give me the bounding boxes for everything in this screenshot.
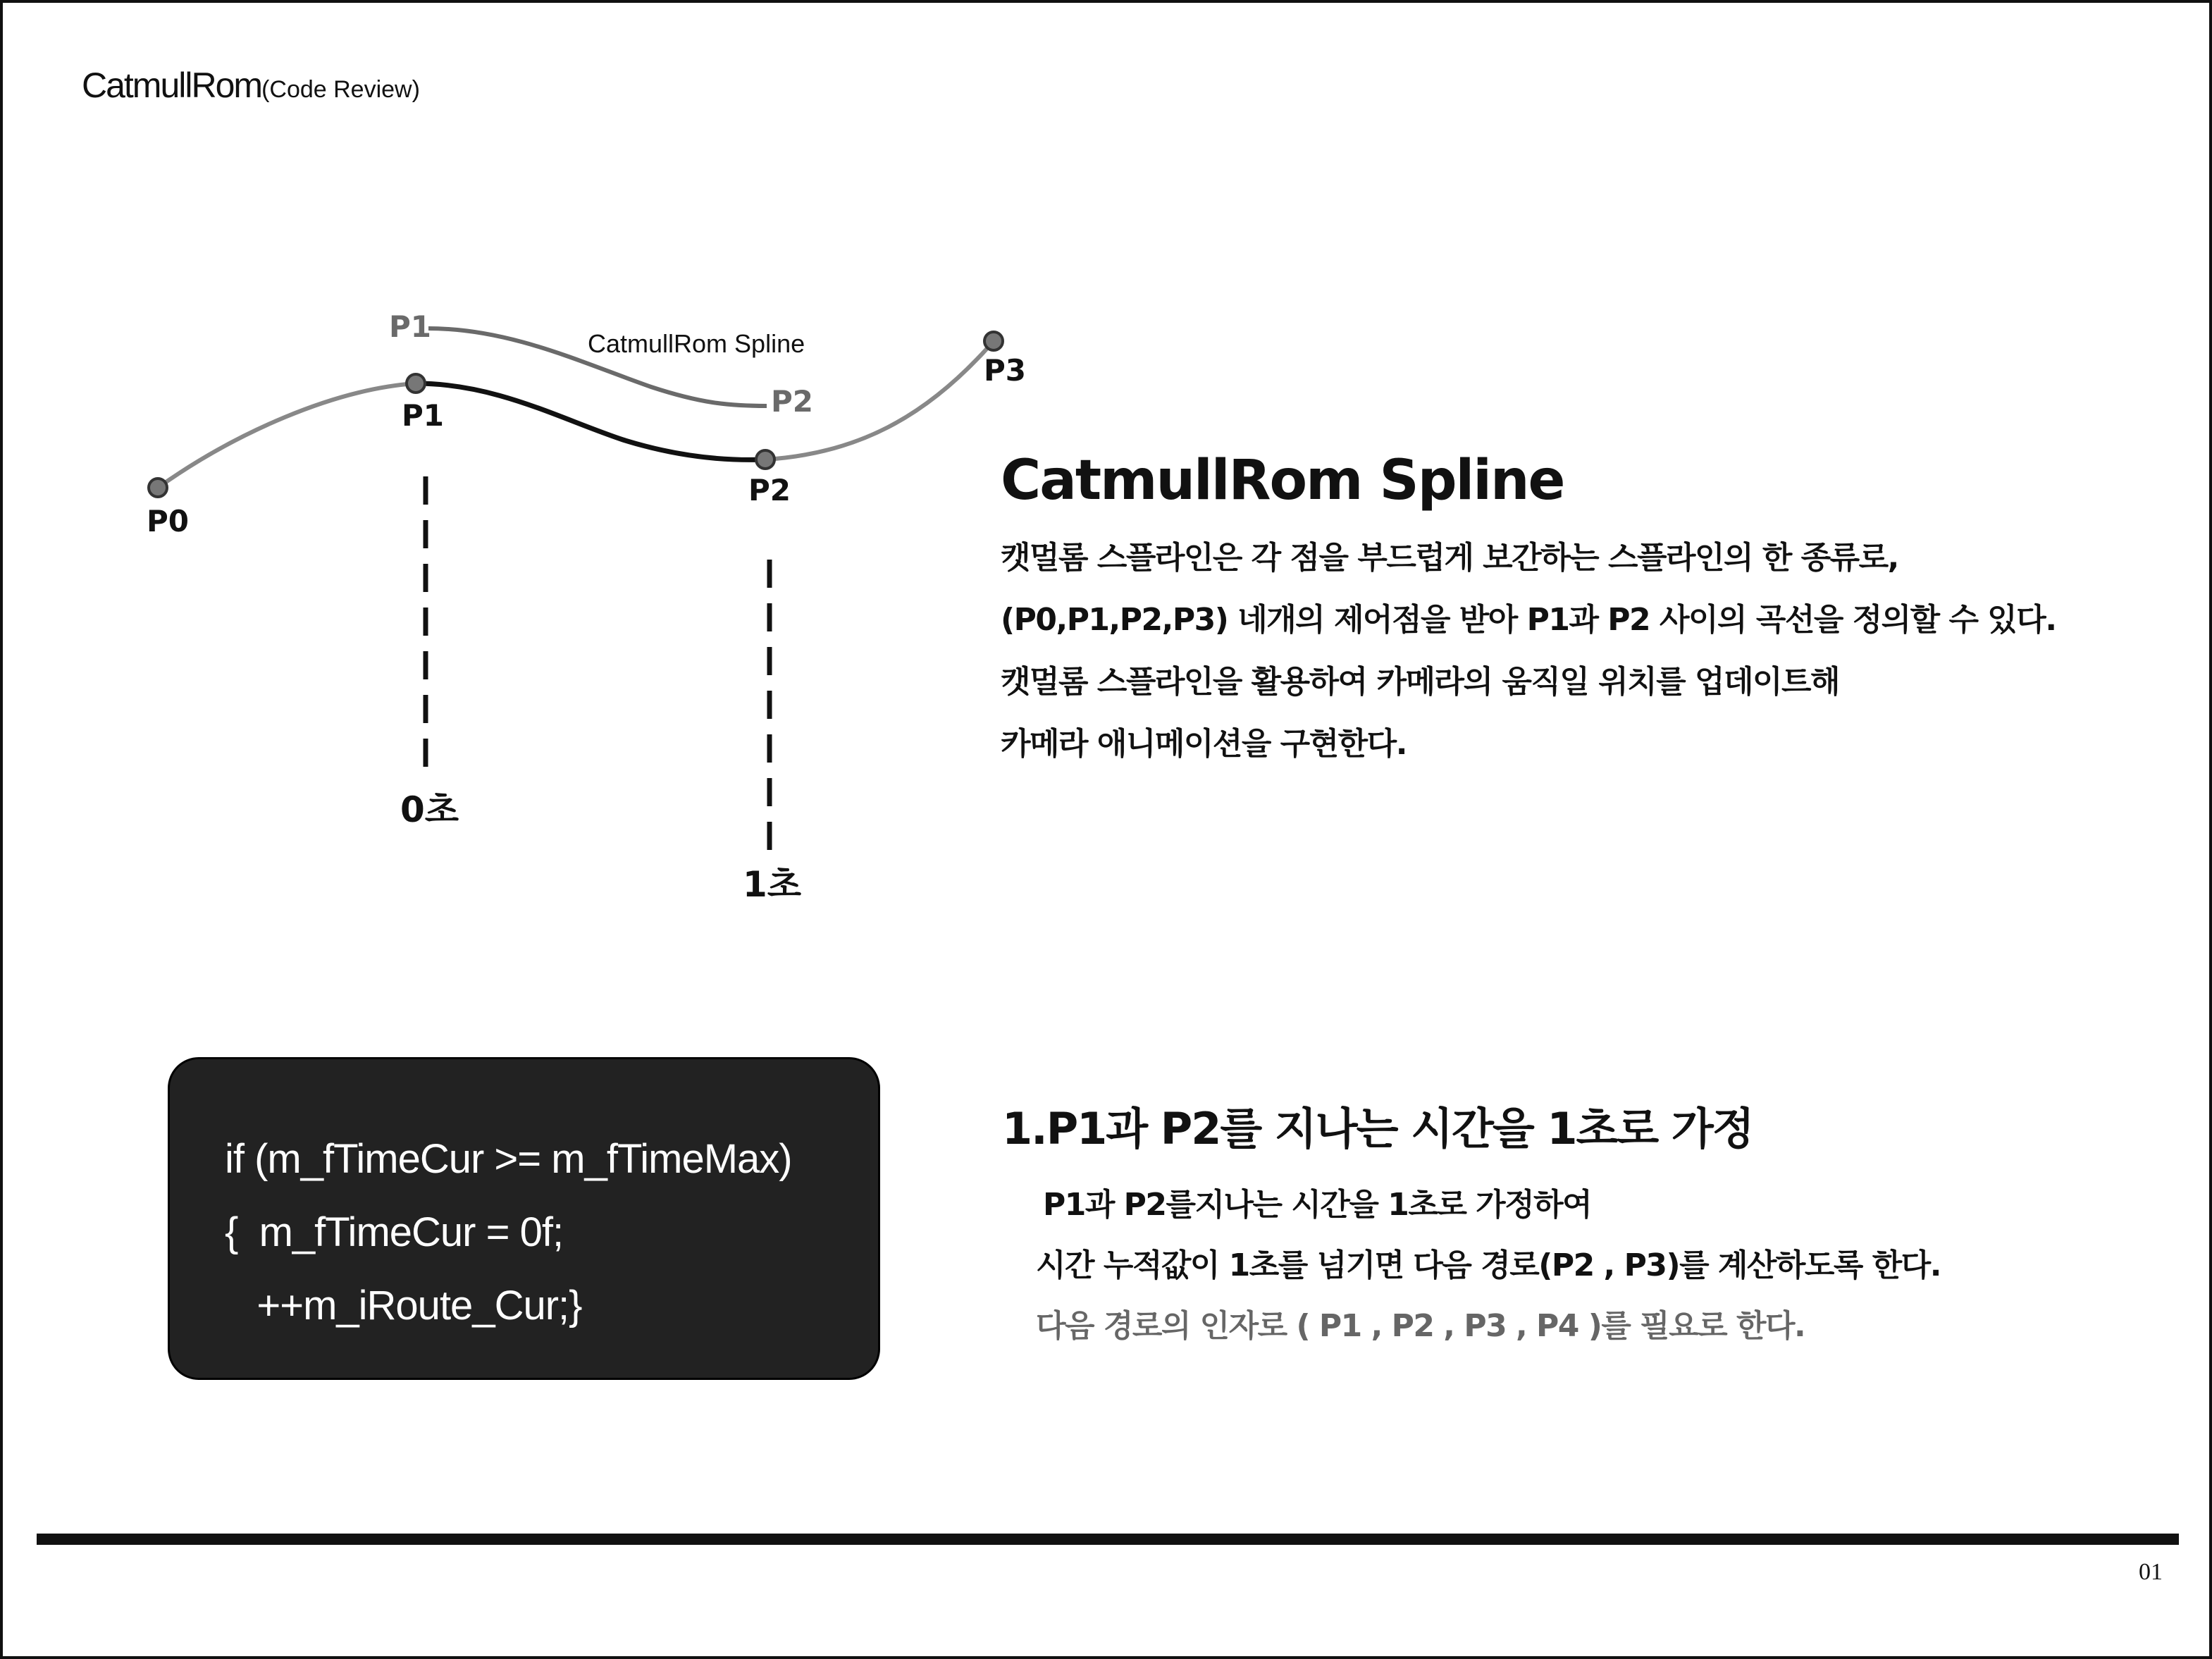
- page-number: 01: [2139, 1559, 2163, 1585]
- section-block: [1002, 1094, 2165, 1357]
- label-p1: P1: [402, 398, 445, 433]
- code-line: { m_fTimeCur = 0f;: [225, 1209, 564, 1255]
- header-subtitle: (Code Review): [261, 76, 420, 103]
- label-spline: CatmullRom Spline: [588, 329, 805, 358]
- curve-p0-p1: [158, 383, 416, 488]
- section-line: 시간 누적값이 1초를 넘기면 다음 경로(P2 , P3)를 계산하도록 한다.: [1036, 1247, 1941, 1283]
- point-p1: [407, 374, 425, 393]
- description-line: 카메라 애니메이션을 구현한다.: [1001, 725, 1407, 762]
- label-p0: P0: [147, 504, 190, 538]
- code-block: [168, 1057, 880, 1380]
- label-p2: P2: [748, 473, 791, 507]
- description-title: CatmullRom Spline: [1001, 449, 1564, 512]
- label-time-0: 0초: [400, 789, 459, 830]
- code-line: ++m_iRoute_Cur;}: [225, 1283, 582, 1328]
- label-p3: P3: [984, 353, 1027, 388]
- section-line: 다음 경로의 인자로 ( P1 , P2 , P3 , P4 )를 필요로 한다.: [1036, 1308, 1805, 1344]
- label-upper-p2: P2: [771, 384, 814, 419]
- description-line: (P0,P1,P2,P3) 네개의 제어점을 받아 P1과 P2 사이의 곡선을 정의할 수 있다.: [1001, 601, 2056, 638]
- point-p0: [149, 479, 167, 497]
- code-line: if (m_fTimeCur >= m_fTimeMax): [225, 1136, 792, 1182]
- curve-p1-p2: [416, 383, 765, 460]
- description-block: [1001, 451, 2128, 775]
- section-heading: 1.P1과 P2를 지나는 시간을 1초로 가정: [1002, 1103, 1753, 1154]
- label-upper-p1: P1: [389, 309, 432, 344]
- point-p2: [756, 450, 774, 469]
- label-time-1: 1초: [743, 864, 802, 905]
- point-p3: [984, 332, 1003, 350]
- footer-divider: [37, 1534, 2179, 1545]
- description-line: 캣멀롬 스플라인을 활용하여 카메라의 움직일 위치를 업데이트해: [1001, 663, 1840, 700]
- header-title: CatmullRom: [82, 66, 262, 105]
- description-line: 캣멀롬 스플라인은 각 점을 부드럽게 보간하는 스플라인의 한 종류로,: [1001, 539, 1898, 576]
- section-line: P1과 P2를지나는 시간을 1초로 가정하여: [1043, 1187, 1592, 1223]
